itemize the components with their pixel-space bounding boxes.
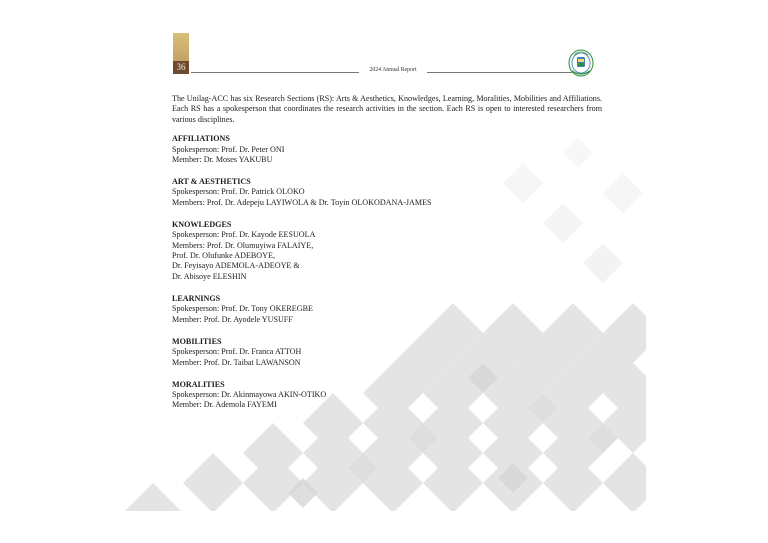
member-line: Member: Prof. Dr. Taibat LAWANSON xyxy=(172,357,301,367)
running-header-title: 2024 Annual Report xyxy=(369,67,417,73)
spokesperson-line: Spokesperson: Prof. Dr. Tony OKEREGBE xyxy=(172,304,313,314)
research-section xyxy=(172,220,602,282)
member-line: Member: Dr. Ademola FAYEMI xyxy=(172,400,277,410)
research-section xyxy=(172,177,602,208)
main-content xyxy=(172,94,602,422)
research-sections-list xyxy=(172,134,602,411)
section-title: LEARNINGS xyxy=(172,293,221,303)
header-rule-right xyxy=(427,72,572,73)
university-crest-icon xyxy=(568,49,594,79)
member-line: Prof. Dr. Olufunke ADEBOYE, xyxy=(172,251,275,261)
section-title: MOBILITIES xyxy=(172,336,222,346)
intro-paragraph: The Unilag-ACC has six Research Sections (RS): Arts & Aesthetics, Knowledges, Learning, Moralities, Mobilities and Affiliations. Each RS has a spokesperson that coordinates the research activities in the section. Each RS is open to interested researchers from various disciplines. xyxy=(172,94,602,124)
research-section xyxy=(172,134,602,165)
spokesperson-line: Spokesperson: Prof. Dr. Patrick OLOKO xyxy=(172,187,305,197)
member-line: Members: Prof. Dr. Adepeju LAYIWOLA & Dr. Toyin OLOKODANA-JAMES xyxy=(172,197,432,207)
member-line: Members: Prof. Dr. Olumuyiwa FALAIYE, xyxy=(172,240,314,250)
research-section xyxy=(172,294,602,325)
spokesperson-line: Spokesperson: Prof. Dr. Franca ATTOH xyxy=(172,347,302,357)
spokesperson-line: Spokesperson: Prof. Dr. Peter ONI xyxy=(172,144,285,154)
section-title: ART & AESTHETICS xyxy=(172,177,251,187)
member-line: Member: Dr. Moses YAKUBU xyxy=(172,155,273,165)
report-page xyxy=(123,33,646,511)
member-line: Dr. Feyisayo ADEMOLA-ADEOYE & xyxy=(172,261,300,271)
section-title: AFFILIATIONS xyxy=(172,134,230,144)
research-section xyxy=(172,380,602,411)
member-line: Member: Prof. Dr. Ayodele YUSUFF xyxy=(172,314,293,324)
header-rule-left xyxy=(191,72,359,73)
member-line: Dr. Abisoye ELESHIN xyxy=(172,271,247,281)
page-number: 36 xyxy=(173,61,189,74)
research-section xyxy=(172,337,602,368)
spokesperson-line: Spokesperson: Dr. Akinmayowa AKIN-OTIKO xyxy=(172,389,327,399)
section-title: KNOWLEDGES xyxy=(172,219,232,229)
spokesperson-line: Spokesperson: Prof. Dr. Kayode EESUOLA xyxy=(172,230,316,240)
section-title: MORALITIES xyxy=(172,379,225,389)
